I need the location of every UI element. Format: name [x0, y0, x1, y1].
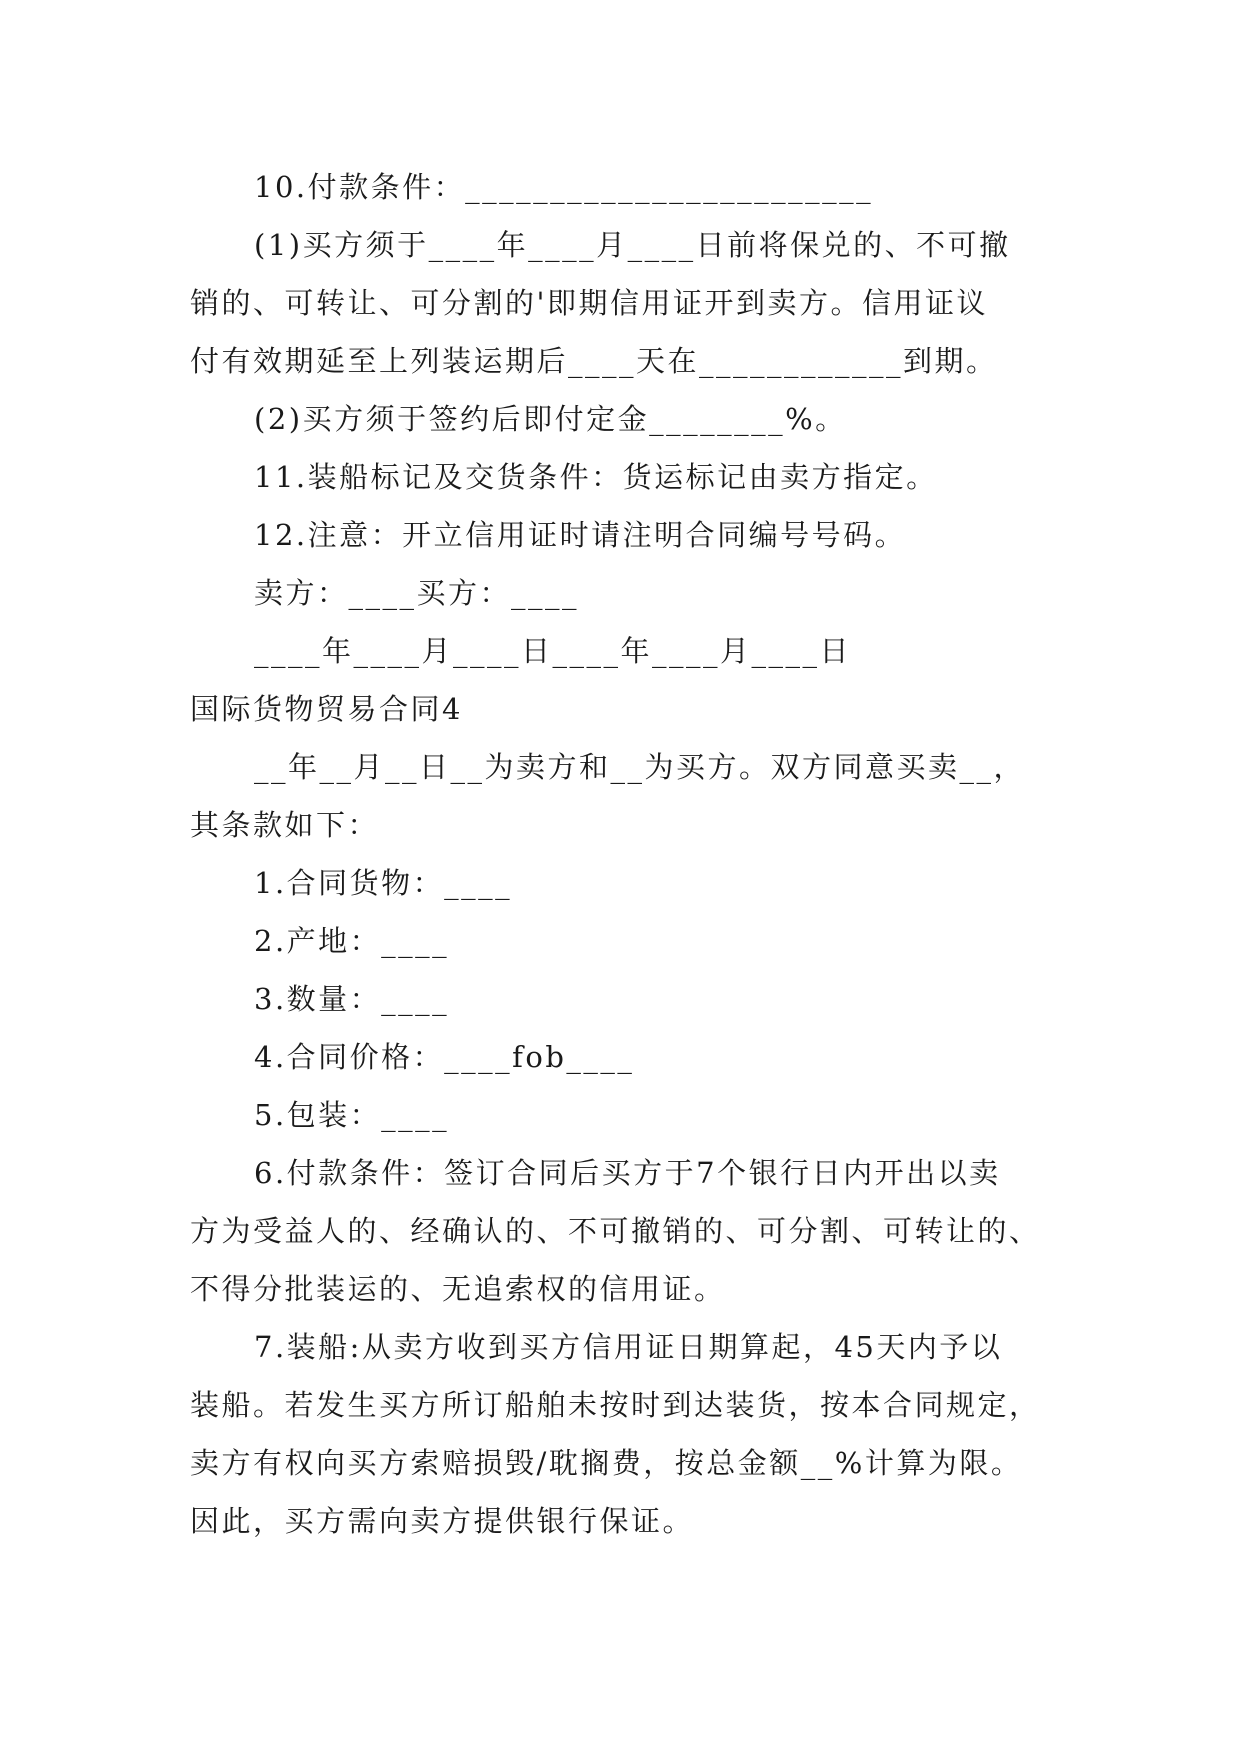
signature-parties: 卖方：____买方：____ [254, 576, 580, 610]
clause-5-packing: 5.包装：____ [254, 1098, 450, 1132]
clause-10-item-1-cont: 销的、可转让、可分割的'即期信用证开到卖方。信用证议 [190, 286, 988, 320]
intro-paragraph: __年__月__日__为卖方和__为买方。双方同意买卖__， [254, 750, 1026, 784]
document-page [190, 158, 1070, 1550]
clause-7-shipment-cont: 因此，买方需向卖方提供银行保证。 [190, 1504, 695, 1538]
clause-7-shipment-cont: 卖方有权向买方索赔损毁/耽搁费，按总金额__%计算为限。 [190, 1446, 1023, 1480]
clause-10-item-1: (1)买方须于____年____月____日前将保兑的、不可撤 [254, 228, 1011, 262]
signature-dates: ____年____月____日____年____月____日 [254, 634, 852, 668]
clause-6-payment: 6.付款条件：签订合同后买方于7个银行日内开出以卖 [254, 1156, 1001, 1190]
clause-6-payment-cont: 方为受益人的、经确认的、不可撤销的、可分割、可转让的、 [190, 1214, 1041, 1248]
clause-10-payment: 10.付款条件：________________________ [254, 170, 874, 204]
clause-12-note: 12.注意：开立信用证时请注明合同编号号码。 [254, 518, 907, 552]
clause-3-quantity: 3.数量：____ [254, 982, 450, 1016]
clause-2-origin: 2.产地：____ [254, 924, 450, 958]
clause-11-marks: 11.装船标记及交货条件：货运标记由卖方指定。 [254, 460, 938, 494]
intro-paragraph-cont: 其条款如下： [190, 808, 380, 842]
clause-10-item-1-cont: 付有效期延至上列装运期后____天在____________到期。 [190, 344, 998, 378]
clause-7-shipment-cont: 装船。若发生买方所订船舶未按时到达装货，按本合同规定， [190, 1388, 1041, 1422]
clause-10-item-2: (2)买方须于签约后即付定金________%。 [254, 402, 847, 436]
clause-1-goods: 1.合同货物：____ [254, 866, 513, 900]
section-title: 国际货物贸易合同4 [190, 692, 463, 726]
clause-6-payment-cont: 不得分批装运的、无追索权的信用证。 [190, 1272, 726, 1306]
clause-7-shipment: 7.装船:从卖方收到买方信用证日期算起，45天内予以 [254, 1330, 1003, 1364]
clause-4-price: 4.合同价格：____fob____ [254, 1040, 635, 1074]
